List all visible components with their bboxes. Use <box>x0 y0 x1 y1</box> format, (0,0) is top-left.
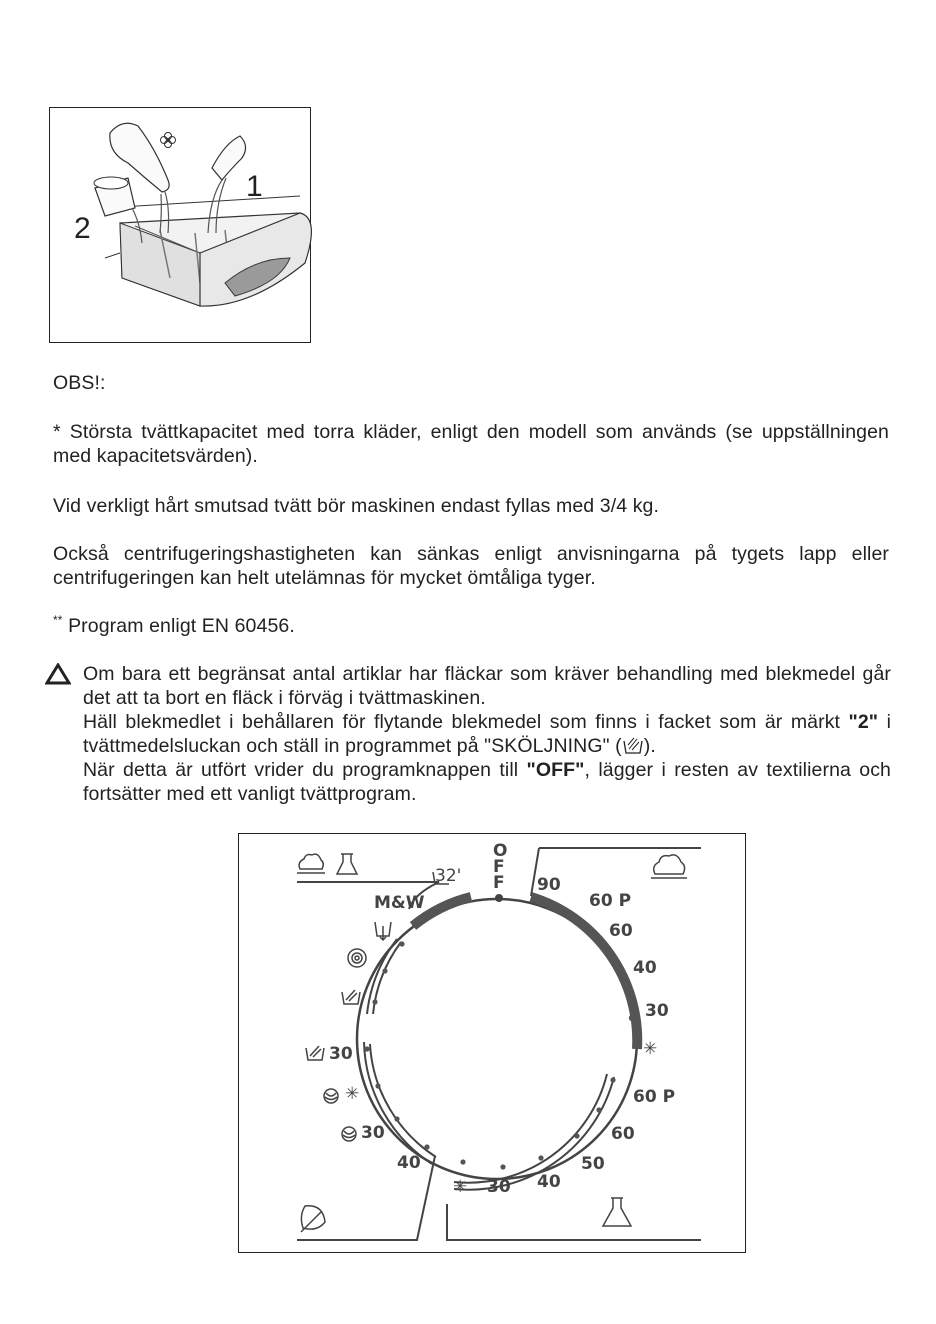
top-left-cloud-icon <box>297 854 325 873</box>
cotton-60p: 60 P <box>589 891 632 911</box>
obs-heading: OBS!: <box>53 372 106 394</box>
program-note <box>53 614 889 638</box>
handwash-rinse-icon <box>306 1046 324 1060</box>
warning-block <box>45 662 891 806</box>
detergent-drawer-illustration <box>49 107 311 343</box>
top-left-flask-icon <box>337 854 357 874</box>
rinse-dial-icon <box>342 990 360 1004</box>
quick-32-label: 32' <box>435 866 462 886</box>
label-2: 2 <box>74 212 91 245</box>
synthetic-flask-icon <box>603 1198 631 1226</box>
synth-40: 40 <box>537 1172 561 1192</box>
spin-spiral-icon <box>348 949 366 967</box>
cotton-40: 40 <box>633 958 657 978</box>
synth-60p: 60 P <box>633 1087 676 1107</box>
soiled-note: Vid verkligt hårt smutsad tvätt bör maskinen endast fyllas med 3/4 kg. <box>53 495 660 517</box>
cotton-60: 60 <box>609 921 633 941</box>
program-note-text: Program enligt EN 60456. <box>68 615 295 637</box>
double-asterisk: ** <box>53 613 63 627</box>
cotton-segment <box>531 897 637 1049</box>
warning-line-1: Om bara ett begränsat antal artiklar har fläckar som kräver behandling med blekmedel går det att ta bort en fläck i förväg i tvättmaskinen. <box>83 663 891 709</box>
delicate-40: 40 <box>397 1153 421 1173</box>
label-1: 1 <box>246 170 263 203</box>
off-dot <box>495 894 503 902</box>
detergent-drawer-drawing <box>50 108 312 344</box>
program-dial <box>239 834 746 1253</box>
drain-icon <box>375 922 391 940</box>
wool-cold-icon: ✳ <box>345 1084 360 1104</box>
cotton-cold-icon: ✳ <box>643 1039 658 1059</box>
cotton-30: 30 <box>645 1001 669 1021</box>
wool-icon-2 <box>342 1127 356 1141</box>
synth-60: 60 <box>611 1124 635 1144</box>
off-f2: F <box>493 873 505 893</box>
off-f1: F <box>493 857 505 877</box>
capacity-note: * Största tvättkapacitet med torra kläder, enligt den modell som används (se uppställningen med kapacitetsvärden). <box>53 421 889 467</box>
cotton-90: 90 <box>537 875 561 895</box>
spin-note: Också centrifugeringshastigheten kan sänkas enligt anvisningarna på tygets lapp eller centrifugeringen kan helt utelämnas för mycket ömtåliga tyger. <box>53 543 889 589</box>
program-dial-panel <box>238 833 746 1253</box>
off-o: O <box>493 841 508 861</box>
leaf-icon <box>301 1206 325 1232</box>
mw-label: M&W <box>374 893 425 913</box>
bottom-cold-icon: ✳ <box>453 1177 468 1197</box>
rinse-icon <box>622 735 644 755</box>
synth-50: 50 <box>581 1154 605 1174</box>
warning-line-2: Häll blekmedlet i behållaren för flytande blekmedel som finns i facket som är märkt "2" i tvättmedelsluckan och ställ in programmet på "SKÖLJNING" ( ). <box>83 711 891 757</box>
warning-triangle-icon <box>45 663 71 685</box>
flower-icon <box>161 133 176 148</box>
cotton-cloud-icon <box>651 855 687 878</box>
delicate-30b: 30 <box>361 1123 385 1143</box>
warning-line-3: När detta är utfört vrider du programknappen till "OFF", lägger i resten av textilierna och fortsätter med ett vanligt tvättprogram. <box>83 759 892 805</box>
delicate-30a: 30 <box>329 1044 353 1064</box>
wool-icon-1 <box>324 1089 338 1103</box>
bottom-30: 30 <box>487 1177 511 1197</box>
